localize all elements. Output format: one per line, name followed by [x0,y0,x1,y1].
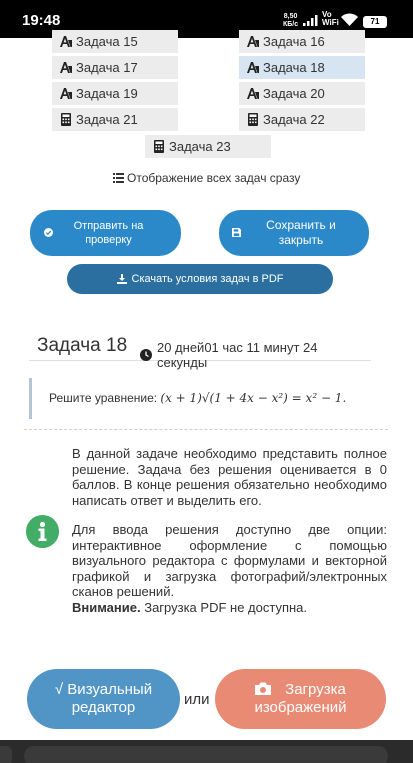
show-all-tasks-link[interactable] [113,171,300,185]
wifi-label: WiFi [322,18,339,27]
list-icon [113,173,124,183]
send-for-review-button[interactable] [30,210,181,256]
task-tile-22[interactable] [239,108,365,131]
problem-statement [29,378,386,419]
info-icon [26,515,59,548]
task-tile-label: Задача 19 [76,86,138,101]
task-tile-19[interactable] [52,82,178,105]
task-tile-label: Задача 20 [263,86,325,101]
task-tile-23[interactable] [145,135,271,158]
save-icon [232,228,241,237]
task-tile-label: Задача 15 [76,34,138,49]
net-speed-unit: КБ/с [283,21,299,28]
task-title: Задача 18 [37,335,128,356]
task-tile-20[interactable] [239,82,365,105]
download-pdf-button[interactable] [67,264,333,294]
divider [24,429,388,430]
visual-editor-label: √ Визуальный редактор [54,681,153,716]
clock-icon [140,349,152,361]
task-tile-label: Задача 21 [76,112,138,127]
status-time: 19:48 [22,12,61,29]
font-icon [59,35,72,49]
bottom-left-tab [0,746,12,763]
battery-icon: 71 [363,16,387,28]
warning-text: Загрузка PDF не доступна. [144,599,308,615]
show-all-label: Отображение всех задач сразу [127,171,301,185]
save-and-close-button[interactable] [219,210,369,256]
task-tile-15[interactable] [52,30,178,53]
camera-icon [255,682,271,695]
font-icon [246,35,259,49]
info-text [72,446,387,629]
send-button-label: Отправить на проверку [73,220,144,246]
volte-indicator [322,11,339,27]
upload-images-button[interactable] [215,669,386,729]
calculator-icon [152,140,165,154]
problem-equation: (x + 1)√(1 + 4x − x²) = x² − 1. [160,391,347,405]
timer-text: 20 дней01 час 11 минут 24 секунды [156,340,318,370]
upload-images-label: Загрузка изображений [254,681,347,716]
task-tile-21[interactable] [52,108,178,131]
task-tile-label: Задача 16 [263,34,325,49]
warning-label: Внимание. [72,599,141,615]
info-paragraph-2-text: Для ввода решения доступно две опции: интерактивное оформление с помощью визуального редактора с формулами и векторной графикой и загрузка фотографий/электронных сканов решений. [72,522,387,599]
task-tile-label: Задача 22 [263,112,325,127]
task-tile-label: Задача 18 [263,60,325,75]
or-separator: или [184,691,210,708]
font-icon [59,87,72,101]
task-tile-16[interactable] [239,30,365,53]
task-tile-label: Задача 17 [76,60,138,75]
save-button-label: Сохранить и закрыть [266,218,336,247]
info-paragraph-1: В данной задаче необходимо представить полное решение. Задача без решения оценивается в 0 баллов. В конце решения обязательно необходимо написать ответ и выделить его. [72,446,387,508]
signal-icon [303,15,319,26]
visual-editor-button[interactable] [27,669,180,729]
wifi-icon [341,13,358,26]
calculator-icon [246,113,259,127]
bottom-navigation-bar [0,740,413,763]
task-tile-label: Задача 23 [169,139,231,154]
check-circle-icon [44,228,53,237]
problem-prefix: Решите уравнение: [49,391,158,405]
font-icon [246,87,259,101]
font-icon [246,61,259,75]
net-speed [283,13,298,29]
bottom-input-bar[interactable] [24,746,388,763]
download-icon [117,274,127,284]
info-paragraph-2 [72,522,387,615]
task-timer [140,340,371,370]
task-header [29,333,371,370]
task-tile-17[interactable] [52,56,178,79]
problem-text [49,391,346,405]
pdf-button-label: Скачать условия задач в PDF [131,273,284,285]
net-speed-value: 8,50 [283,13,298,20]
volte-label: Vo [322,10,332,19]
calculator-icon [59,113,72,127]
task-tile-18[interactable] [239,56,365,79]
font-icon [59,61,72,75]
